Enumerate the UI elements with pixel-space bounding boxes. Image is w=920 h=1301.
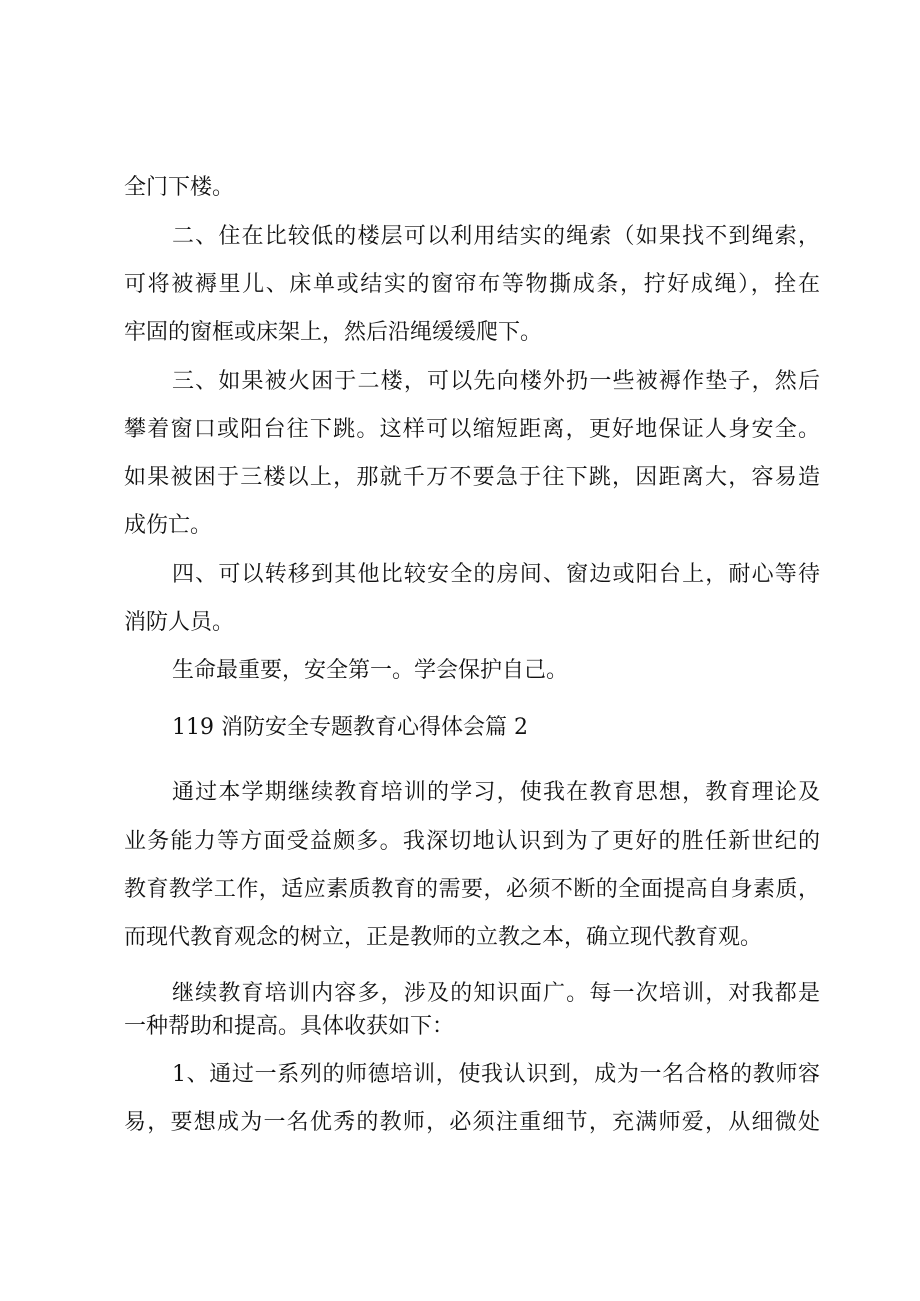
text-line: 二、住在比较低的楼层可以利用结实的绳索（如果找不到绳索， [172, 224, 820, 249]
text-line: 成伤亡。 [124, 513, 213, 538]
text-line: 如果被困于三楼以上，那就千万不要急于往下跳，因距离大，容易造 [124, 465, 820, 490]
text-line: 消防人员。 [124, 610, 235, 635]
text-line: 三、如果被火困于二楼，可以先向楼外扔一些被褥作垫子，然后 [172, 369, 820, 394]
text-line: 1、通过一系列的师德培训，使我认识到，成为一名合格的教师容 [172, 1062, 820, 1087]
text-line: 攀着窗口或阳台往下跳。这样可以缩短距离，更好地保证人身安全。 [124, 417, 820, 442]
text-line: 业务能力等方面受益颇多。我深切地认识到为了更好的胜任新世纪的 [124, 829, 820, 854]
section-heading: 119 消防安全专题教育心得体会篇 2 [172, 715, 528, 740]
text-line: 而现代教育观念的树立，正是教师的立教之本，确立现代教育观。 [124, 925, 763, 950]
text-line: 易，要想成为一名优秀的教师，必须注重细节，充满师爱，从细微处 [124, 1110, 820, 1135]
text-line: 一种帮助和提高。具体收获如下： [124, 1014, 455, 1039]
text-line: 四、可以转移到其他比较安全的房间、窗边或阳台上，耐心等待 [172, 562, 820, 587]
text-line: 牢固的窗框或床架上，然后沿绳缓缓爬下。 [124, 320, 543, 345]
text-line: 可将被褥里儿、床单或结实的窗帘布等物撕成条，拧好成绳），拴在 [124, 272, 820, 297]
text-line: 通过本学期继续教育培训的学习，使我在教育思想，教育理论及 [172, 780, 820, 805]
text-line: 继续教育培训内容多，涉及的知识面广。每一次培训，对我都是 [172, 981, 820, 1006]
text-line: 全门下楼。 [124, 175, 235, 200]
text-line: 生命最重要，安全第一。学会保护自己。 [172, 658, 569, 683]
text-line: 教育教学工作，适应素质教育的需要，必须不断的全面提高自身素质， [124, 877, 820, 902]
